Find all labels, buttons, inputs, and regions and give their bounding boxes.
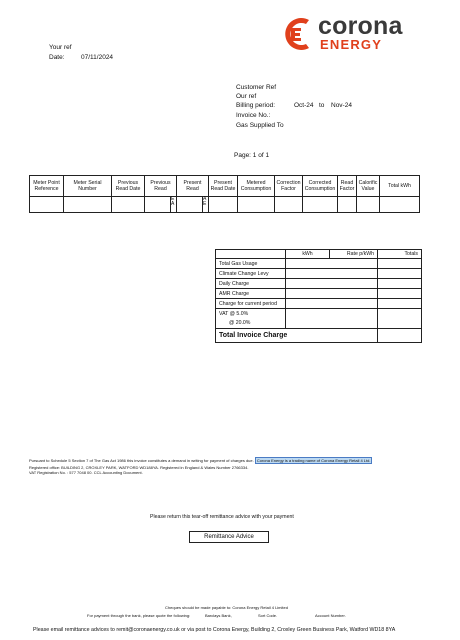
account-number-label: Account Number.: [315, 613, 346, 618]
your-ref-label: Your ref: [49, 44, 72, 51]
header-present-read-date: Present Read Date: [209, 176, 238, 197]
cell-meter-serial-number: [64, 197, 112, 213]
trading-name-highlight: Corona Energy is a trading name of Corona Energy Retail 4 Ltd.: [256, 458, 371, 463]
corona-flame-icon: [279, 16, 315, 52]
cell-previous-read: [145, 197, 177, 213]
charges-row-daily-charge: [216, 279, 422, 289]
header-previous-read-date: Previous Read Date: [112, 176, 145, 197]
charges-cell-rate: [330, 269, 378, 279]
meter-table-header-row: [30, 176, 420, 197]
legal-line-3: VAT Registration No. : 577 7048 00. CCL Accounting Document.: [29, 470, 143, 475]
charges-row-label: Daily Charge: [216, 279, 286, 289]
date-value: 07/11/2024: [81, 54, 114, 61]
billing-from: Oct-24: [294, 102, 314, 109]
charges-row-total-gas-usage: [216, 259, 422, 269]
cell-previous-read-date: [112, 197, 145, 213]
charges-header-row: [216, 250, 422, 259]
logo-subword: ENERGY: [320, 37, 383, 52]
charges-header-kwh: kWh: [286, 250, 330, 259]
meter-table-row: [30, 197, 420, 213]
charges-header-blank: [216, 250, 286, 259]
charges-row-label: Total Gas Usage: [216, 259, 286, 269]
cell-metered-consumption: [238, 197, 275, 213]
charges-cell-total: [378, 259, 422, 269]
vat-cell: [216, 309, 286, 329]
charges-header-totals: Totals: [378, 250, 422, 259]
header-calorific-value: Calorific Value: [357, 176, 380, 197]
charges-row-current-period: [216, 299, 422, 309]
charges-cell-kwh: [286, 279, 330, 289]
cell-calorific-value: [357, 197, 380, 213]
cheques-payable-text: Cheques should be made payable to: Corona Energy Retail 4 Limited: [165, 605, 288, 610]
charges-cell-total: [378, 299, 422, 309]
previous-read-flag-a: A: [171, 201, 175, 207]
sort-code-label: Sort Code.: [258, 613, 278, 618]
cell-read-factor: [338, 197, 357, 213]
total-invoice-label: Total Invoice Charge: [216, 329, 378, 343]
charges-cell-kwh: [286, 259, 330, 269]
charges-cell-total: [378, 289, 422, 299]
cell-meter-point-reference: [30, 197, 64, 213]
charges-row-label: AMR Charge: [216, 289, 286, 299]
charges-row-amr-charge: [216, 289, 422, 299]
header-correction-factor: Correction Factor: [275, 176, 303, 197]
bank-quote-text: For payment through the bank, please quote the following:: [87, 613, 191, 618]
cell-total-kwh: [380, 197, 420, 213]
header-previous-read: Previous Read: [145, 176, 177, 197]
charges-row-label: Climate Change Levy: [216, 269, 286, 279]
present-read-flag-a: A: [203, 196, 207, 202]
legal-demand-text: Pursuant to Schedule 5 Section 7 of The Gas Act 1986 this invoice constitutes a demand in writing for payment of charges due.: [29, 458, 254, 463]
charges-cell-rate: [330, 289, 378, 299]
billing-period-label: Billing period:: [236, 102, 276, 109]
header-present-read: Present Read: [177, 176, 209, 197]
charges-cell-total: [378, 269, 422, 279]
charges-row-climate-change-levy: [216, 269, 422, 279]
charges-cell-rate: [330, 309, 378, 329]
charges-row-total-invoice: [216, 329, 422, 343]
vat-rate-low: 5.0%: [236, 310, 249, 317]
gas-supplied-label: Gas Supplied To: [236, 122, 284, 129]
date-label: Date:: [49, 54, 65, 61]
cell-correction-factor: [275, 197, 303, 213]
our-ref-label: Our ref: [236, 93, 257, 100]
charges-row-vat: [216, 309, 422, 329]
vat-rate-standard: @ 20.0%: [229, 319, 251, 326]
charges-cell-rate: [330, 259, 378, 269]
cell-corrected-consumption: [303, 197, 338, 213]
charges-cell-total: [378, 279, 422, 289]
vat-label: VAT @: [219, 310, 235, 317]
charges-cell-kwh: [286, 299, 330, 309]
cell-present-read-date: [209, 197, 238, 213]
page-indicator: Page: 1 of 1: [234, 152, 270, 159]
bank-name: Barclays Bank,: [205, 613, 232, 618]
charges-row-label: Charge for current period: [216, 299, 286, 309]
legal-line-1: [29, 458, 429, 463]
charges-cell-rate: [330, 299, 378, 309]
remittance-email-text: Please email remittance advices to remit@coronaenergy.co.uk or via post to Corona Energy, Building 2, Croxley Green Business Park, Watford WD18 8YA: [33, 627, 396, 633]
charges-table: [215, 249, 422, 343]
header-corrected-consumption: Corrected Consumption: [303, 176, 338, 197]
logo-wordmark: corona: [318, 12, 403, 40]
charges-cell-kwh: [286, 309, 330, 329]
present-read-flag-e: E: [203, 201, 207, 207]
legal-line-2: Registered office: BUILDING 2, CROXLEY PARK, WATFORD WD188YA. Registered in England & Wales Number 2766334.: [29, 465, 249, 470]
customer-ref-label: Customer Ref: [236, 84, 277, 91]
charges-cell-kwh: [286, 289, 330, 299]
header-meter-serial-number: Meter Serial Number: [64, 176, 112, 197]
invoice-no-label: Invoice No.:: [236, 112, 271, 119]
meter-reading-table: [29, 175, 420, 213]
charges-cell-rate: [330, 279, 378, 289]
header-metered-consumption: Metered Consumption: [238, 176, 275, 197]
charges-header-rate: Rate p/kWh: [330, 250, 378, 259]
billing-to: Nov-24: [331, 102, 352, 109]
header-read-factor: Read Factor: [338, 176, 357, 197]
header-meter-point-reference: Meter Point Reference: [30, 176, 64, 197]
charges-cell-kwh: [286, 269, 330, 279]
remittance-instruction: Please return this tear-off remittance advice with your payment: [150, 514, 294, 520]
total-invoice-value: [378, 329, 422, 343]
billing-to-word: to: [319, 102, 325, 109]
charges-cell-total: [378, 309, 422, 329]
cell-present-read: [177, 197, 209, 213]
remittance-advice-box: Remittance Advice: [189, 531, 269, 543]
previous-read-flag-e: E: [171, 196, 175, 202]
header-total-kwh: Total kWh: [380, 176, 420, 197]
corona-energy-logo: [279, 12, 429, 52]
